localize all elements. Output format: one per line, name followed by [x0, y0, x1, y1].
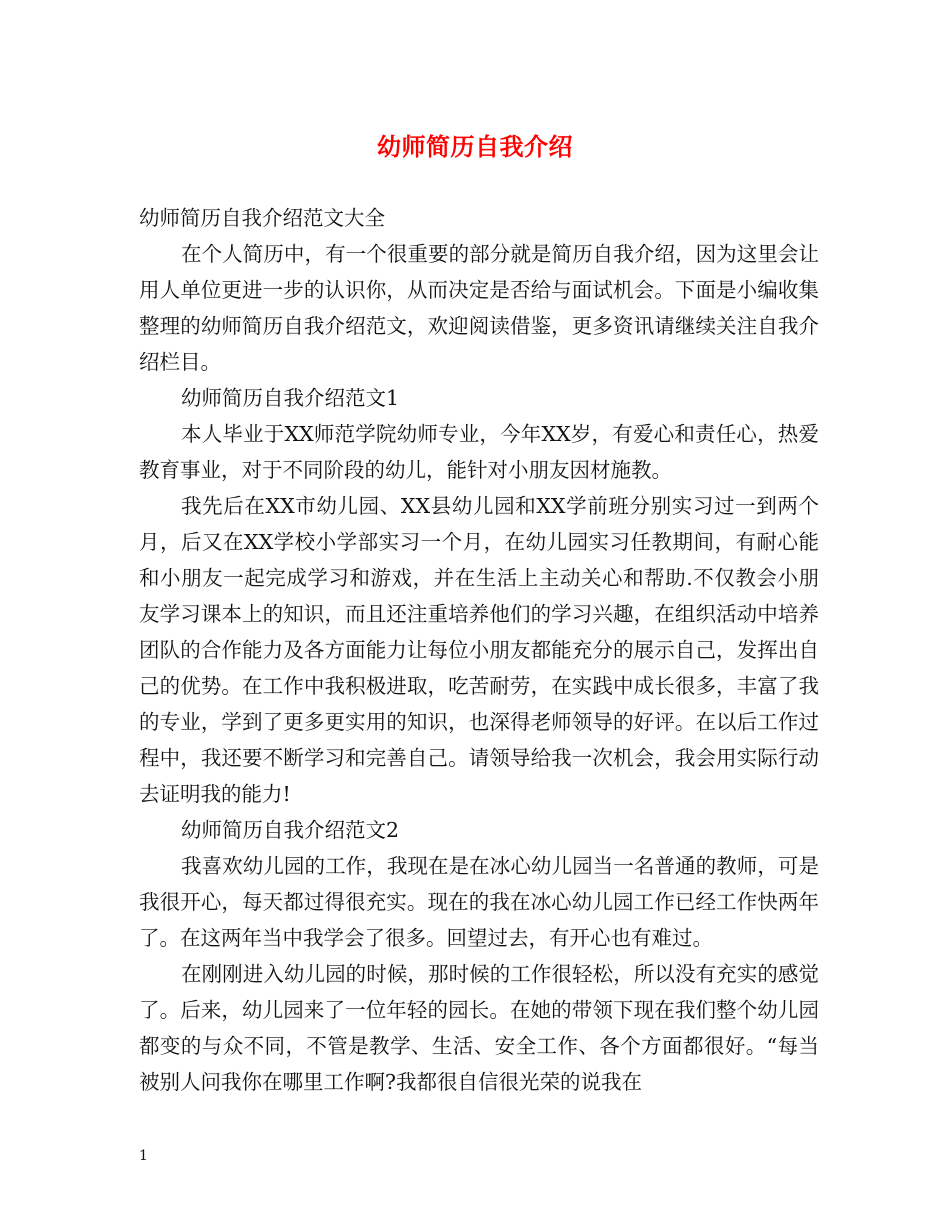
paragraph: 我喜欢幼儿园的工作，我现在是在冰心幼儿园当一名普通的教师，可是我很开心，每天都过得很充实。现在的我在冰心幼儿园工作已经工作快两年了。在这两年当中我学会了很多。回望过去，有开心也有难过。	[139, 854, 819, 950]
paragraph: 我先后在XX市幼儿园、XX县幼儿园和XX学前班分别实习过一到两个月，后又在XX学校小学部实习一个月，在幼儿园实习任教期间，有耐心能和小朋友一起完成学习和游戏，并在生活上主动关心和帮助.不仅教会小朋友学习课本上的知识，而且还注重培养他们的学习兴趣，在组织活动中培养团队的合作能力及各方面能力让每位小朋友都能充分的展示自己，发挥出自己的优势。在工作中我积极进取，吃苦耐劳，在实践中成长很多，丰富了我的专业，学到了更多更实用的知识，也深得老师领导的好评。在以后工作过程中，我还要不断学习和完善自己。请领导给我一次机会，我会用实际行动去证明我的能力!	[139, 494, 819, 806]
paragraph: 本人毕业于XX师范学院幼师专业，今年XX岁，有爱心和责任心，热爱教育事业，对于不同阶段的幼儿，能针对小朋友因材施教。	[139, 422, 819, 482]
document-title: 幼师简历自我介绍	[377, 132, 573, 161]
paragraph: 在刚刚进入幼儿园的时候，那时候的工作很轻松，所以没有充实的感觉了。后来，幼儿园来了一位年轻的园长。在她的带领下现在我们整个幼儿园都变的与众不同，不管是教学、生活、安全工作、各个方面都很好。“每当被别人问我你在哪里工作啊?我都很自信很光荣的说我在	[139, 962, 819, 1094]
document-body	[139, 200, 819, 1100]
paragraph: 幼师简历自我介绍范文1	[181, 386, 400, 410]
paragraph: 幼师简历自我介绍范文2	[181, 818, 400, 842]
paragraph: 幼师简历自我介绍范文大全	[139, 206, 385, 230]
paragraph: 在个人简历中，有一个很重要的部分就是简历自我介绍，因为这里会让用人单位更进一步的认识你，从而决定是否给与面试机会。下面是小编收集整理的幼师简历自我介绍范文，欢迎阅读借鉴，更多资讯请继续关注自我介绍栏目。	[139, 242, 819, 374]
page-number: 1	[139, 1148, 148, 1164]
